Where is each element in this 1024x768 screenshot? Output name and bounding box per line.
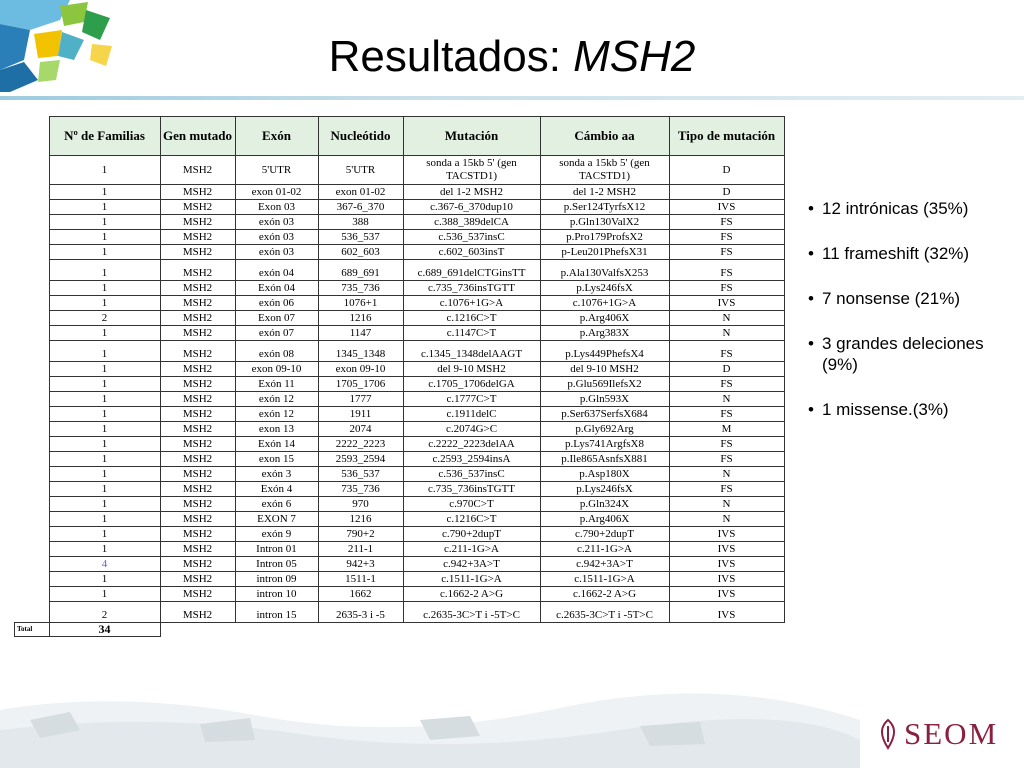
cell-mutation: c.1216C>T (403, 512, 540, 527)
cell-exon: Exon 07 (235, 311, 318, 326)
cell-mutation: c.2074G>C (403, 422, 540, 437)
cell-exon: Exón 04 (235, 281, 318, 296)
cell-gene: MSH2 (160, 326, 235, 341)
cell-aa-change: p.Ala130ValfsX253 (540, 260, 669, 281)
table-row (15, 215, 785, 230)
cell-gene: MSH2 (160, 156, 235, 185)
cell-mutation: c.367-6_370dup10 (403, 200, 540, 215)
cell-mutation: c.536_537insC (403, 467, 540, 482)
cell-exon: Exon 03 (235, 200, 318, 215)
cell-mutation: del 1-2 MSH2 (403, 185, 540, 200)
col-header-aa-change: Cámbio aa (540, 117, 669, 156)
cell-mutation-type: IVS (669, 557, 784, 572)
table-row (15, 572, 785, 587)
cell-nucleotide: 1662 (318, 587, 403, 602)
cell-mutation-type: IVS (669, 296, 784, 311)
cell-aa-change: p.Lys741ArgfsX8 (540, 437, 669, 452)
cell-aa-change: c.1511-1G>A (540, 572, 669, 587)
cell-mutation-type: N (669, 392, 784, 407)
cell-mutation: c.602_603insT (403, 245, 540, 260)
blank-cell (15, 377, 50, 392)
col-header-families: Nº de Familias (49, 117, 160, 156)
cell-exon: Intron 05 (235, 557, 318, 572)
blank-cell (15, 281, 50, 296)
blank-cell (15, 512, 50, 527)
title-text: Resultados: (328, 32, 574, 81)
cell-aa-change: p.Gln130ValX2 (540, 215, 669, 230)
table-header-row (15, 117, 785, 156)
cell-exon: intron 09 (235, 572, 318, 587)
cell-nucleotide: 735_736 (318, 482, 403, 497)
cell-nucleotide: 1345_1348 (318, 341, 403, 362)
summary-list (808, 198, 1018, 444)
cell-exon: exón 06 (235, 296, 318, 311)
table-row (15, 230, 785, 245)
cell-exon: exon 15 (235, 452, 318, 467)
cell-mutation-type: FS (669, 452, 784, 467)
cell-mutation-type: IVS (669, 200, 784, 215)
cell-nucleotide: 970 (318, 497, 403, 512)
cell-mutation: c.689_691delCTGinsTT (403, 260, 540, 281)
cell-nucleotide: 1705_1706 (318, 377, 403, 392)
cell-mutation: c.1705_1706delGA (403, 377, 540, 392)
cell-mutation-type: FS (669, 245, 784, 260)
table-row (15, 362, 785, 377)
summary-item (808, 333, 1018, 375)
bullet: • (808, 400, 814, 419)
cell-aa-change: c.2635-3C>T i -5T>C (540, 602, 669, 623)
cell-gene: MSH2 (160, 362, 235, 377)
table-row (15, 422, 785, 437)
blank-cell (15, 260, 50, 281)
blank-cell (15, 200, 50, 215)
cell-gene: MSH2 (160, 200, 235, 215)
summary-item (808, 243, 1018, 264)
cell-families: 1 (49, 587, 160, 602)
cell-gene: MSH2 (160, 215, 235, 230)
cell-nucleotide: 2074 (318, 422, 403, 437)
cell-gene: MSH2 (160, 557, 235, 572)
summary-item (808, 198, 1018, 219)
cell-aa-change: del 9-10 MSH2 (540, 362, 669, 377)
cell-aa-change: sonda a 15kb 5' (gen TACSTD1) (540, 156, 669, 185)
cell-families: 1 (49, 200, 160, 215)
table-row (15, 377, 785, 392)
cell-exon: exón 3 (235, 467, 318, 482)
cell-mutation: c.1216C>T (403, 311, 540, 326)
cell-mutation: c.735_736insTGTT (403, 281, 540, 296)
slide-title (0, 32, 1024, 82)
cell-exon: 5'UTR (235, 156, 318, 185)
mutation-table (14, 116, 785, 637)
cell-gene: MSH2 (160, 452, 235, 467)
cell-families: 1 (49, 341, 160, 362)
table-row (15, 512, 785, 527)
cell-mutation: c.2222_2223delAA (403, 437, 540, 452)
cell-families: 1 (49, 215, 160, 230)
cell-exon: exón 07 (235, 326, 318, 341)
cell-mutation-type: FS (669, 377, 784, 392)
cell-gene: MSH2 (160, 422, 235, 437)
table-row (15, 296, 785, 311)
cell-exon: Exón 4 (235, 482, 318, 497)
cell-aa-change: p.Gly692Arg (540, 422, 669, 437)
cell-families: 1 (49, 542, 160, 557)
table-row (15, 602, 785, 623)
cell-nucleotide: 2222_2223 (318, 437, 403, 452)
cell-aa-change: p.Ser637SerfsX684 (540, 407, 669, 422)
blank-cell (15, 422, 50, 437)
cell-exon: Intron 01 (235, 542, 318, 557)
cell-gene: MSH2 (160, 185, 235, 200)
cell-mutation-type: N (669, 311, 784, 326)
cell-families: 1 (49, 326, 160, 341)
cell-mutation: c.790+2dupT (403, 527, 540, 542)
cell-families: 1 (49, 362, 160, 377)
cell-mutation: c.1911delC (403, 407, 540, 422)
cell-mutation: c.942+3A>T (403, 557, 540, 572)
blank-cell (15, 215, 50, 230)
cell-gene: MSH2 (160, 512, 235, 527)
cell-mutation: c.1662-2 A>G (403, 587, 540, 602)
cell-mutation: c.1345_1348delAAGT (403, 341, 540, 362)
table-row (15, 392, 785, 407)
blank-cell (15, 326, 50, 341)
cell-nucleotide: 211-1 (318, 542, 403, 557)
title-gene: MSH2 (573, 32, 696, 81)
blank-cell (15, 230, 50, 245)
cell-aa-change: p.Arg406X (540, 311, 669, 326)
table-row (15, 497, 785, 512)
cell-gene: MSH2 (160, 311, 235, 326)
cell-gene: MSH2 (160, 467, 235, 482)
cell-aa-change: p.Gln324X (540, 497, 669, 512)
cell-exon: exon 13 (235, 422, 318, 437)
cell-mutation-type: FS (669, 437, 784, 452)
cell-families: 1 (49, 407, 160, 422)
blank-cell (15, 602, 50, 623)
table-row (15, 185, 785, 200)
table-row (15, 542, 785, 557)
cell-aa-change: c.942+3A>T (540, 557, 669, 572)
cell-mutation: c.1511-1G>A (403, 572, 540, 587)
cell-families: 1 (49, 281, 160, 296)
cell-families: 1 (49, 437, 160, 452)
cell-exon: Exón 11 (235, 377, 318, 392)
blank-cell (15, 185, 50, 200)
cell-families: 1 (49, 527, 160, 542)
cell-mutation: c.211-1G>A (403, 542, 540, 557)
cell-nucleotide: 536_537 (318, 467, 403, 482)
cell-gene: MSH2 (160, 587, 235, 602)
cell-mutation: sonda a 15kb 5' (gen TACSTD1) (403, 156, 540, 185)
total-value: 34 (49, 623, 160, 637)
cell-nucleotide: 1511-1 (318, 572, 403, 587)
cell-aa-change: c.1076+1G>A (540, 296, 669, 311)
cell-families: 1 (49, 452, 160, 467)
cell-mutation: c.536_537insC (403, 230, 540, 245)
cell-nucleotide: 1216 (318, 311, 403, 326)
table-row (15, 527, 785, 542)
table-body (15, 156, 785, 623)
cell-mutation-type: IVS (669, 527, 784, 542)
table-row (15, 557, 785, 572)
bullet: • (808, 199, 814, 218)
cell-gene: MSH2 (160, 245, 235, 260)
cell-families: 1 (49, 512, 160, 527)
cell-families: 1 (49, 245, 160, 260)
cell-gene: MSH2 (160, 230, 235, 245)
cell-mutation-type: FS (669, 407, 784, 422)
cell-mutation: c.2635-3C>T i -5T>C (403, 602, 540, 623)
cell-families: 1 (49, 185, 160, 200)
cell-mutation: c.1147C>T (403, 326, 540, 341)
cell-gene: MSH2 (160, 542, 235, 557)
cell-mutation-type: IVS (669, 542, 784, 557)
cell-aa-change: p.Arg383X (540, 326, 669, 341)
cell-exon: exón 12 (235, 407, 318, 422)
cell-gene: MSH2 (160, 341, 235, 362)
cell-nucleotide: 1147 (318, 326, 403, 341)
blank-cell (15, 117, 50, 156)
col-header-mutation-type: Tipo de mutación (669, 117, 784, 156)
cell-mutation: c.1076+1G>A (403, 296, 540, 311)
cell-families: 1 (49, 482, 160, 497)
cell-aa-change: p.Pro179ProfsX2 (540, 230, 669, 245)
cell-families: 1 (49, 230, 160, 245)
cell-aa-change: p.Ile865AsnfsX881 (540, 452, 669, 467)
blank-cell (15, 341, 50, 362)
table-row (15, 437, 785, 452)
cell-nucleotide: 367-6_370 (318, 200, 403, 215)
cell-exon: exón 03 (235, 215, 318, 230)
cell-gene: MSH2 (160, 392, 235, 407)
cell-families: 1 (49, 260, 160, 281)
cell-nucleotide: 602_603 (318, 245, 403, 260)
cell-mutation-type: FS (669, 281, 784, 296)
cell-families: 1 (49, 497, 160, 512)
cell-gene: MSH2 (160, 377, 235, 392)
summary-text: 1 missense.(3%) (822, 400, 949, 419)
cell-nucleotide: 388 (318, 215, 403, 230)
cell-nucleotide: 5'UTR (318, 156, 403, 185)
bullet: • (808, 289, 814, 308)
cell-families: 1 (49, 377, 160, 392)
cell-aa-change: c.790+2dupT (540, 527, 669, 542)
cell-gene: MSH2 (160, 407, 235, 422)
cell-mutation-type: FS (669, 341, 784, 362)
cell-mutation-type: D (669, 362, 784, 377)
cell-mutation: c.970C>T (403, 497, 540, 512)
col-header-nucleotide: Nucleótido (318, 117, 403, 156)
blank-cell (15, 572, 50, 587)
cell-mutation-type: N (669, 467, 784, 482)
cell-mutation: c.1777C>T (403, 392, 540, 407)
cell-families: 2 (49, 602, 160, 623)
summary-item (808, 288, 1018, 309)
summary-text: 11 frameshift (32%) (822, 244, 970, 263)
cell-families: 1 (49, 422, 160, 437)
cell-exon: exón 9 (235, 527, 318, 542)
cell-exon: exón 12 (235, 392, 318, 407)
cell-gene: MSH2 (160, 602, 235, 623)
cell-gene: MSH2 (160, 260, 235, 281)
cell-families: 1 (49, 156, 160, 185)
summary-text: 12 intrónicas (35%) (822, 199, 969, 218)
cell-exon: exón 6 (235, 497, 318, 512)
cell-aa-change: p.Lys246fsX (540, 482, 669, 497)
blank-cell (15, 542, 50, 557)
cell-nucleotide: 1076+1 (318, 296, 403, 311)
cell-nucleotide: 942+3 (318, 557, 403, 572)
cell-aa-change: p.Ser124TyrfsX12 (540, 200, 669, 215)
blank-cell (15, 527, 50, 542)
footer-mosaic-band (0, 690, 1024, 768)
cell-nucleotide: 1911 (318, 407, 403, 422)
table-row (15, 281, 785, 296)
cell-gene: MSH2 (160, 482, 235, 497)
blank-cell (15, 362, 50, 377)
table-row (15, 156, 785, 185)
cell-nucleotide: 790+2 (318, 527, 403, 542)
table-row (15, 467, 785, 482)
cell-mutation-type: M (669, 422, 784, 437)
blank-cell (15, 437, 50, 452)
seom-emblem-icon (875, 718, 901, 750)
cell-mutation: c.388_389delCA (403, 215, 540, 230)
cell-exon: Exón 14 (235, 437, 318, 452)
bullet: • (808, 334, 814, 353)
cell-mutation-type: IVS (669, 572, 784, 587)
cell-gene: MSH2 (160, 572, 235, 587)
cell-mutation-type: D (669, 185, 784, 200)
cell-mutation-type: IVS (669, 587, 784, 602)
cell-mutation: c.2593_2594insA (403, 452, 540, 467)
total-label: Total (15, 623, 50, 637)
cell-aa-change: c.211-1G>A (540, 542, 669, 557)
cell-families: 4 (49, 557, 160, 572)
cell-aa-change: p.Glu569IlefsX2 (540, 377, 669, 392)
table-total-row (15, 623, 785, 637)
cell-exon: exón 08 (235, 341, 318, 362)
table-row (15, 245, 785, 260)
cell-mutation-type: N (669, 512, 784, 527)
cell-aa-change: p.Lys449PhefsX4 (540, 341, 669, 362)
cell-nucleotide: 2593_2594 (318, 452, 403, 467)
cell-aa-change: p.Asp180X (540, 467, 669, 482)
table-row (15, 341, 785, 362)
cell-nucleotide: 1777 (318, 392, 403, 407)
col-header-gene: Gen mutado (160, 117, 235, 156)
cell-mutation: del 9-10 MSH2 (403, 362, 540, 377)
col-header-exon: Exón (235, 117, 318, 156)
table-row (15, 260, 785, 281)
cell-mutation: c.735_736insTGTT (403, 482, 540, 497)
cell-mutation-type: FS (669, 260, 784, 281)
blank-cell (15, 296, 50, 311)
bullet: • (808, 244, 814, 263)
cell-families: 1 (49, 296, 160, 311)
blank-cell (15, 452, 50, 467)
blank-cell (15, 392, 50, 407)
blank-cell (15, 482, 50, 497)
blank-cell (15, 557, 50, 572)
cell-aa-change: p.Arg406X (540, 512, 669, 527)
cell-nucleotide: exon 09-10 (318, 362, 403, 377)
cell-gene: MSH2 (160, 281, 235, 296)
cell-nucleotide: 536_537 (318, 230, 403, 245)
blank-cell (15, 311, 50, 326)
cell-exon: intron 15 (235, 602, 318, 623)
cell-mutation-type: D (669, 156, 784, 185)
cell-mutation-type: FS (669, 215, 784, 230)
cell-exon: intron 10 (235, 587, 318, 602)
cell-gene: MSH2 (160, 497, 235, 512)
cell-gene: MSH2 (160, 437, 235, 452)
cell-gene: MSH2 (160, 296, 235, 311)
blank-cell (15, 587, 50, 602)
cell-aa-change: del 1-2 MSH2 (540, 185, 669, 200)
cell-nucleotide: 689_691 (318, 260, 403, 281)
cell-gene: MSH2 (160, 527, 235, 542)
summary-text: 7 nonsense (21%) (822, 289, 960, 308)
cell-nucleotide: exon 01-02 (318, 185, 403, 200)
cell-nucleotide: 735_736 (318, 281, 403, 296)
cell-exon: EXON 7 (235, 512, 318, 527)
table-row (15, 482, 785, 497)
cell-families: 2 (49, 311, 160, 326)
summary-item (808, 399, 1018, 420)
cell-aa-change: p.Gln593X (540, 392, 669, 407)
cell-exon: exon 09-10 (235, 362, 318, 377)
blank-cell (15, 467, 50, 482)
cell-exon: exon 01-02 (235, 185, 318, 200)
blank-cell (15, 156, 50, 185)
table-row (15, 407, 785, 422)
header-rule (0, 96, 1024, 100)
cell-exon: exón 03 (235, 245, 318, 260)
cell-aa-change: p-Leu201PhefsX31 (540, 245, 669, 260)
cell-nucleotide: 1216 (318, 512, 403, 527)
table-row (15, 326, 785, 341)
cell-families: 1 (49, 572, 160, 587)
cell-mutation-type: FS (669, 230, 784, 245)
seom-logo: SEOM (904, 716, 999, 751)
table-row (15, 311, 785, 326)
cell-mutation-type: IVS (669, 602, 784, 623)
cell-exon: exón 04 (235, 260, 318, 281)
table-row (15, 452, 785, 467)
cell-aa-change: p.Lys246fsX (540, 281, 669, 296)
summary-text: 3 grandes deleciones (9%) (822, 334, 984, 374)
blank-cell (15, 497, 50, 512)
cell-nucleotide: 2635-3 i -5 (318, 602, 403, 623)
cell-mutation-type: N (669, 497, 784, 512)
table-row (15, 200, 785, 215)
cell-aa-change: c.1662-2 A>G (540, 587, 669, 602)
cell-families: 1 (49, 467, 160, 482)
blank-cell (15, 407, 50, 422)
cell-families: 1 (49, 392, 160, 407)
table-row (15, 587, 785, 602)
cell-mutation-type: N (669, 326, 784, 341)
blank-cell (15, 245, 50, 260)
cell-exon: exón 03 (235, 230, 318, 245)
cell-mutation-type: FS (669, 482, 784, 497)
col-header-mutation: Mutación (403, 117, 540, 156)
